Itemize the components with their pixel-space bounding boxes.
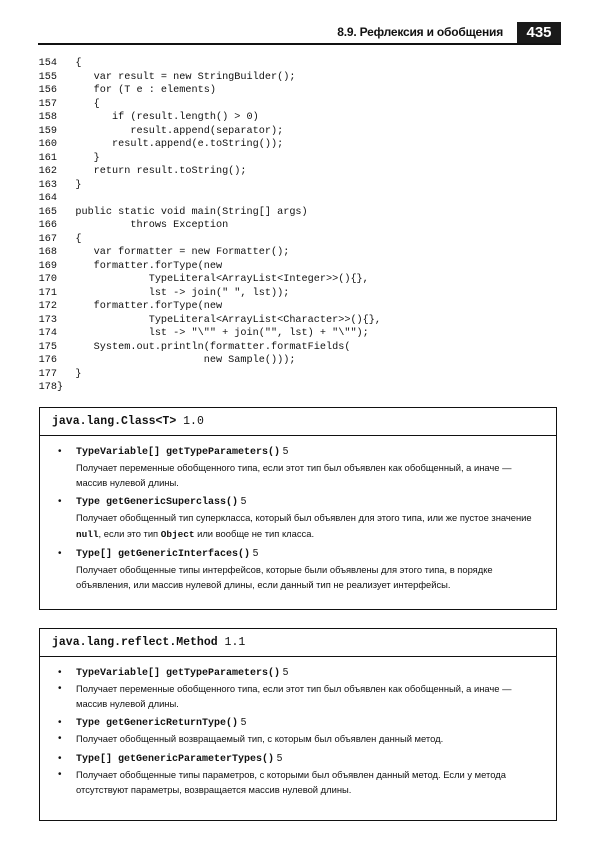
code-text: var result = new StringBuilder(); xyxy=(57,71,296,83)
api-method-item xyxy=(54,751,542,767)
code-line xyxy=(31,152,381,166)
method-description: • Получает обобщенные типы параметров, с которыми был объявлен данный метод. Если у метода отсутствуют параметры, возвращается массив нулевой длины. xyxy=(58,768,506,795)
code-text: { xyxy=(57,98,100,110)
code-text: { xyxy=(57,58,82,69)
method-signature: Type getGenericReturnType() xyxy=(76,718,239,730)
code-line xyxy=(31,192,381,206)
code-line xyxy=(31,206,381,220)
line-number: 162 xyxy=(38,166,57,177)
method-description: Получает обобщенные типы интерфейсов, которые были объявлены для этого типа, в порядке объявления, или массив нулевой длины, если данный тип не реализует интерфейсы. xyxy=(76,563,493,591)
line-number: 178 xyxy=(38,382,57,393)
code-line xyxy=(31,165,381,179)
code-line xyxy=(31,84,381,98)
bullet-icon: • xyxy=(58,717,62,729)
method-version: 5 xyxy=(252,547,259,559)
code-line xyxy=(31,354,381,368)
line-number: 175 xyxy=(38,341,57,353)
line-number: 168 xyxy=(38,247,57,258)
method-description: Получает переменные обобщенного типа, если этот тип был объявлен как обобщенный, а иначе — массив нулевой длины. xyxy=(76,462,512,489)
api-box-header xyxy=(40,408,556,436)
code-line xyxy=(31,179,381,193)
line-number: 165 xyxy=(38,206,57,218)
method-description: Получает обобщенный тип суперкласса, который был объявлен для этого типа, или же пустое значение null, если это тип Object или вообще не тип класса. xyxy=(76,512,532,540)
code-text: System.out.println(formatter.formatFields( xyxy=(57,341,351,353)
line-number: 177 xyxy=(38,368,57,380)
method-signature: Type[] getGenericParameterTypes() xyxy=(76,753,275,765)
code-line xyxy=(31,381,381,395)
line-number: 166 xyxy=(38,220,57,231)
code-line xyxy=(31,246,381,260)
code-line xyxy=(31,125,381,139)
api-method-item xyxy=(54,494,542,510)
line-number: 154 xyxy=(38,58,57,69)
line-number: 176 xyxy=(38,355,57,366)
line-number: 173 xyxy=(38,314,57,326)
code-line xyxy=(31,71,381,85)
api-box-header xyxy=(40,629,556,657)
header-rule xyxy=(38,43,561,45)
api-method-item xyxy=(54,665,542,681)
api-class-version: 1.1 xyxy=(224,636,246,649)
method-version: 5 xyxy=(276,752,283,764)
line-number: 159 xyxy=(38,125,57,137)
bullet-icon: • xyxy=(58,667,62,678)
code-text: return result.toString(); xyxy=(57,166,247,177)
code-text: lst -> join(" ", lst)); xyxy=(57,287,290,299)
method-signature: Type getGenericSuperclass() xyxy=(76,497,239,509)
code-text: for (T e : elements) xyxy=(57,85,216,96)
inline-code: Object xyxy=(160,528,195,540)
code-text: lst -> "\"" + join("", lst) + "\""); xyxy=(57,328,369,339)
line-number: 174 xyxy=(38,328,57,339)
code-text: } xyxy=(57,179,82,191)
code-line xyxy=(31,57,381,71)
code-text: TypeLiteral<ArrayList<Character>>(){}, xyxy=(57,314,382,326)
api-class-version: 1.0 xyxy=(183,415,204,428)
code-text: { xyxy=(57,233,82,245)
bullet-icon: • xyxy=(58,733,62,745)
method-description: • Получает обобщенный возвращаемый тип, с которым был объявлен данный метод. xyxy=(54,731,542,746)
code-line xyxy=(31,98,381,112)
code-line xyxy=(31,273,381,287)
line-number: 160 xyxy=(38,139,57,150)
code-text: result.append(e.toString()); xyxy=(57,139,284,150)
bullet-icon: • xyxy=(58,547,62,559)
line-number: 171 xyxy=(38,287,57,299)
line-number: 167 xyxy=(38,233,57,245)
method-version: 5 xyxy=(282,446,289,457)
bullet-icon: • xyxy=(58,446,62,457)
line-number: 161 xyxy=(38,152,57,164)
api-method-item xyxy=(54,546,542,562)
inline-code: null xyxy=(76,528,99,540)
api-method-item xyxy=(54,715,542,731)
code-text: new Sample())); xyxy=(57,355,296,366)
running-title: 8.9. Рефлексия и обобщения xyxy=(337,25,503,39)
line-number: 170 xyxy=(38,274,57,285)
api-box-class xyxy=(39,407,557,610)
line-number: 156 xyxy=(38,85,57,96)
code-line xyxy=(31,111,381,125)
line-number: 164 xyxy=(38,193,57,204)
page-number: 435 xyxy=(517,22,561,44)
code-line xyxy=(31,219,381,233)
line-number: 158 xyxy=(38,112,57,123)
line-number: 172 xyxy=(38,301,57,312)
code-text: var formatter = new Formatter(); xyxy=(57,247,290,258)
api-box-method xyxy=(39,628,557,821)
code-line xyxy=(31,287,381,301)
method-description: • Получает переменные обобщенного типа, если этот тип был объявлен как обобщенный, а иначе — массив нулевой длины. xyxy=(58,683,512,710)
line-number: 163 xyxy=(38,179,57,191)
code-line xyxy=(31,300,381,314)
code-text: } xyxy=(57,368,82,380)
line-number: 155 xyxy=(38,71,57,83)
code-line xyxy=(31,138,381,152)
code-listing xyxy=(31,57,381,395)
line-number: 169 xyxy=(38,260,57,272)
method-version: 5 xyxy=(282,667,289,678)
code-line xyxy=(31,314,381,328)
line-number: 157 xyxy=(38,98,57,110)
bullet-icon: • xyxy=(58,768,62,780)
code-line xyxy=(31,233,381,247)
method-signature: TypeVariable[] getTypeParameters() xyxy=(76,447,281,458)
bullet-icon: • xyxy=(58,683,62,694)
code-text: } xyxy=(57,152,100,164)
method-version: 5 xyxy=(240,496,247,508)
method-signature: Type[] getGenericInterfaces() xyxy=(76,548,251,560)
code-text: public static void main(String[] args) xyxy=(57,206,308,218)
code-text: result.append(separator); xyxy=(57,125,284,137)
api-class-name: java.lang.reflect.Method xyxy=(52,636,218,649)
method-version: 5 xyxy=(240,717,247,729)
code-text: if (result.length() > 0) xyxy=(57,112,259,123)
code-text: throws Exception xyxy=(57,220,229,231)
method-signature: TypeVariable[] getTypeParameters() xyxy=(76,668,281,679)
api-method-item xyxy=(54,444,542,460)
code-line xyxy=(31,368,381,382)
code-text: formatter.forType(new xyxy=(57,301,223,312)
bullet-icon: • xyxy=(58,752,62,764)
code-line xyxy=(31,260,381,274)
code-text: formatter.forType(new xyxy=(57,260,223,272)
page-header xyxy=(38,22,561,44)
code-text: } xyxy=(57,382,64,393)
api-class-name: java.lang.Class<T> xyxy=(52,415,177,428)
code-text: TypeLiteral<ArrayList<Integer>>(){}, xyxy=(57,274,369,285)
code-line xyxy=(31,327,381,341)
bullet-icon: • xyxy=(58,496,62,508)
code-line xyxy=(31,341,381,355)
